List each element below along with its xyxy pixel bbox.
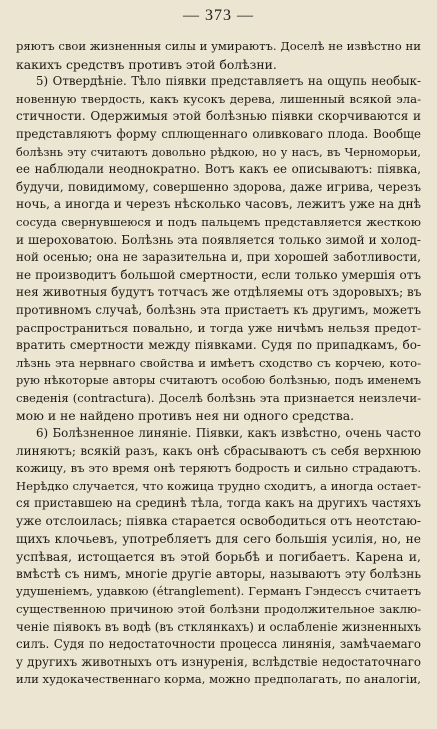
text-line: 5) Отвердѣніе. Тѣло піявки представляетъ на ощупь необык- bbox=[36, 74, 421, 89]
text-line: 6) Болѣзненное линяніе. Піявки, какъ извѣстно, очень часто bbox=[36, 426, 421, 441]
text-line: Нерѣдко случается, что кожица трудно сходитъ, а иногда остает- bbox=[16, 478, 421, 493]
text-line: вмѣстѣ съ нимъ, многіе другіе авторы, называютъ эту болѣзнь bbox=[16, 566, 421, 581]
text-line: мою и не найдено противъ нея ни одного средства. bbox=[16, 408, 355, 424]
text-line: ной осенью; она не заразительна и, при хорошей заботливости, bbox=[16, 250, 421, 265]
text-line: и шероховатою. Болѣзнь эта появляется только зимой и холод- bbox=[16, 232, 421, 247]
text-line: или худокачественнаго корма, можно предполагать, по аналогіи, bbox=[16, 672, 421, 687]
text-line: удушеніемъ, удавкою (étranglement). Германъ Гэндессъ считаетъ bbox=[16, 584, 421, 599]
text-line: ряютъ свои жизненныя силы и умираютъ. Доселѣ не извѣстно ни bbox=[16, 39, 421, 53]
text-line: распространиться повально, и тогда уже ничѣмъ нельзя предот- bbox=[16, 320, 421, 335]
text-line: сведенія (contractura). Доселѣ болѣзнь эта признается неизлечи- bbox=[16, 390, 421, 405]
text-line: уже отслоилась; піявка старается освободиться отъ неотстаю- bbox=[16, 514, 421, 529]
text-line: щихъ клочьевъ, употребляетъ для сего большія усилія, но, не bbox=[16, 531, 421, 546]
text-line: болѣзнь эту считаютъ довольно рѣдкою, но у насъ, въ Черноморьи, bbox=[16, 145, 421, 159]
text-line: успѣвая, истощается въ этой борьбѣ и погибаетъ. Карена и, bbox=[16, 549, 421, 565]
text-line: противномъ случаѣ, болѣзнь эта пристаетъ къ другимъ, можетъ bbox=[16, 302, 421, 317]
text-line: не производитъ большой смертности, если только умершія отъ bbox=[16, 267, 421, 282]
text-line: будучи, повидимому, совершенно здорова, даже игрива, черезъ bbox=[16, 179, 421, 194]
text-line: линяютъ; всякій разъ, какъ онѣ сбрасываютъ съ себя верхнюю bbox=[16, 443, 421, 458]
text-line: представляютъ форму сплющеннаго оливковаго плода. Вообще bbox=[16, 126, 421, 141]
text-line: силъ. Судя по недостаточности процесса линянія, замѣчаемаго bbox=[16, 637, 421, 652]
text-line: существенною причиною этой болѣзни продолжительное заклю- bbox=[16, 602, 421, 616]
text-line: ночь, а иногда и черезъ нѣсколько часовъ, лежитъ уже на днѣ bbox=[16, 197, 421, 212]
text-line: ее наблюдали неоднократно. Вотъ какъ ее описываютъ: піявка, bbox=[16, 162, 421, 177]
text-line: кожицу, въ это время онѣ теряютъ бодрость и сильно страдаютъ. bbox=[16, 461, 421, 476]
text-line: рую нѣкоторые авторы считаютъ особою болѣзнью, подъ именемъ bbox=[16, 373, 421, 388]
text-line: стичности. Одержимыя этой болѣзнью піявки скорчиваются и bbox=[16, 109, 421, 124]
text-line: новенную твердость, какъ кусокъ дерева, лишенный всякой эла- bbox=[16, 91, 421, 106]
page-body bbox=[16, 38, 421, 689]
text-line: нея животныя будутъ тотчасъ же отдѣляемы отъ здоровыхъ; въ bbox=[16, 285, 421, 300]
text-line: вратить смертности между піявками. Судя по припадкамъ, бо- bbox=[16, 338, 421, 353]
text-line: у другихъ животныхъ отъ изнуренія, вслѣдствіе недостаточнаго bbox=[16, 654, 421, 669]
text-line: ся приставшею на срединѣ тѣла, тогда какъ на другихъ частяхъ bbox=[16, 496, 421, 511]
page-number: — 373 — bbox=[183, 7, 254, 24]
text-line: сосуда свернувшеюся и подъ пальцемъ представляется жесткою bbox=[16, 214, 421, 229]
text-line: какихъ средствъ противъ этой болѣзни. bbox=[16, 56, 277, 72]
text-line: лѣзнь эта нервнаго свойства и имѣетъ сходство съ корчею, кото- bbox=[16, 355, 421, 370]
text-line: ченіе піявокъ въ водѣ (въ стклянкахъ) и ослабленіе жизненныхъ bbox=[16, 619, 421, 634]
